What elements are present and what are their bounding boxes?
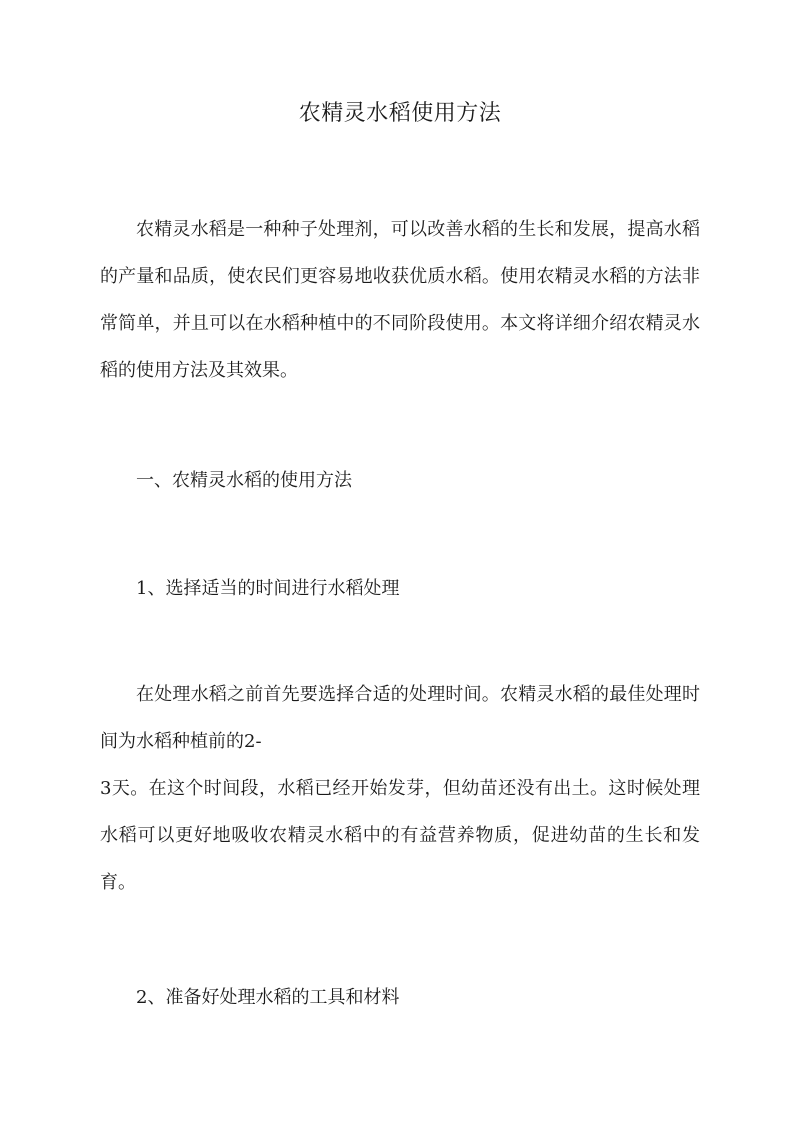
choose-time-paragraph bbox=[100, 671, 700, 906]
choose-time-paragraph-line-1: 在处理水稻之前首先要选择合适的处理时间。农精灵水稻的最佳处理时间为水稻种植前的2- bbox=[100, 684, 700, 752]
subsection-heading-prepare-tools: 2、准备好处理水稻的工具和材料 bbox=[136, 987, 400, 1008]
choose-time-paragraph-line-2: 3天。在这个时间段，水稻已经开始发芽，但幼苗还没有出土。这时候处理水稻可以更好地吸收农精灵水稻中的有益营养物质，促进幼苗的生长和发育。 bbox=[100, 778, 700, 893]
subsection-heading-choose-time: 1、选择适当的时间进行水稻处理 bbox=[136, 578, 400, 599]
section-heading-usage-method: 一、农精灵水稻的使用方法 bbox=[136, 470, 352, 491]
document-title: 农精灵水稻使用方法 bbox=[298, 101, 502, 126]
intro-paragraph: 农精灵水稻是一种种子处理剂，可以改善水稻的生长和发展，提高水稻的产量和品质，使农民们更容易地收获优质水稻。使用农精灵水稻的方法非常简单，并且可以在水稻种植中的不同阶段使用。本文将详细介绍农精灵水稻的使用方法及其效果。 bbox=[100, 219, 700, 381]
